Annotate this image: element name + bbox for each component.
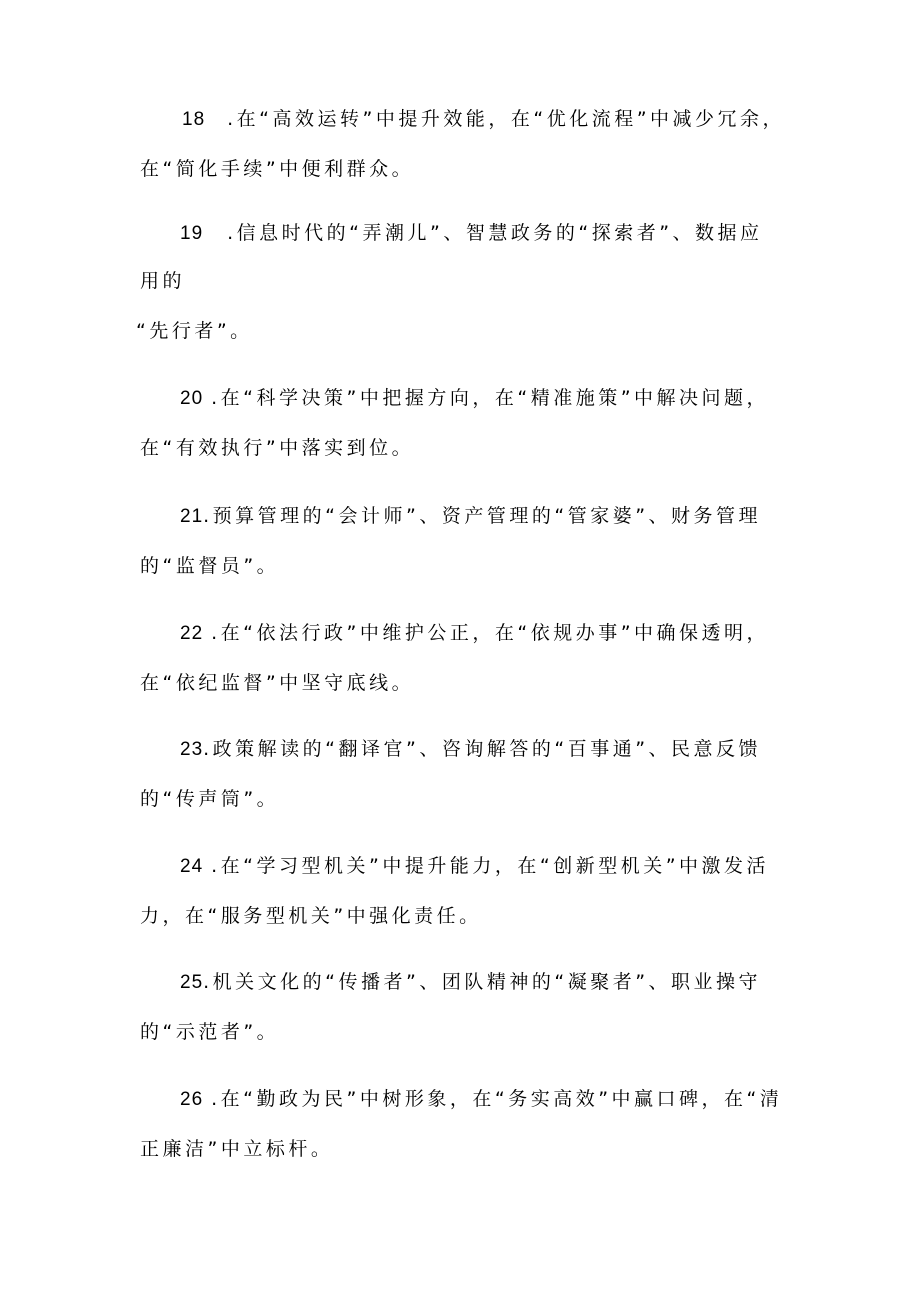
item-text: .在“依法行政”中维护公正，在“依规办事”中确保透明， bbox=[211, 622, 770, 644]
item-20-line-2 bbox=[140, 435, 790, 461]
item-number: 26 bbox=[180, 1089, 204, 1110]
item-21-line-1 bbox=[180, 503, 800, 530]
item-text: 在“简化手续”中便利群众。 bbox=[140, 158, 415, 180]
item-text: 在“有效执行”中落实到位。 bbox=[140, 437, 415, 459]
item-text: .在“科学决策”中把握方向，在“精准施策”中解决问题， bbox=[211, 387, 770, 409]
item-text: 正廉洁”中立标杆。 bbox=[140, 1138, 334, 1160]
item-25-line-2 bbox=[140, 1019, 790, 1045]
item-text: “先行者”。 bbox=[136, 320, 253, 342]
item-23-line-2 bbox=[140, 786, 790, 812]
item-number: 21 bbox=[180, 506, 204, 527]
item-23-line-1 bbox=[180, 736, 800, 763]
item-number: 18 bbox=[182, 109, 206, 130]
item-19-line-2 bbox=[140, 268, 790, 294]
item-text: 的“监督员”。 bbox=[140, 555, 280, 577]
item-20-line-1 bbox=[180, 385, 800, 412]
item-number: 24 bbox=[180, 856, 204, 877]
item-text: .在“高效运转”中提升效能，在“优化流程”中减少冗余， bbox=[227, 108, 786, 130]
item-24-line-1 bbox=[180, 853, 800, 880]
item-text: .政策解读的“翻译官”、咨询解答的“百事通”、民意反馈 bbox=[203, 738, 762, 760]
item-text: .机关文化的“传播者”、团队精神的“凝聚者”、职业操守 bbox=[203, 971, 762, 993]
item-18-line-1 bbox=[182, 106, 802, 133]
item-21-line-2 bbox=[140, 553, 790, 579]
item-22-line-2 bbox=[140, 670, 790, 696]
item-25-line-1 bbox=[180, 969, 800, 996]
item-text: 的“示范者”。 bbox=[140, 1021, 280, 1043]
item-text: .信息时代的“弄潮儿”、智慧政务的“探索者”、数据应 bbox=[227, 222, 763, 244]
item-text: .预算管理的“会计师”、资产管理的“管家婆”、财务管理 bbox=[203, 505, 762, 527]
item-18-line-2 bbox=[140, 156, 790, 182]
item-19-line-3 bbox=[136, 318, 786, 344]
item-number: 25 bbox=[180, 972, 204, 993]
item-22-line-1 bbox=[180, 620, 800, 647]
item-text: .在“学习型机关”中提升能力，在“创新型机关”中激发活 bbox=[211, 855, 770, 877]
item-text: .在“勤政为民”中树形象，在“务实高效”中赢口碑，在“清 bbox=[211, 1088, 783, 1110]
item-24-line-2 bbox=[140, 903, 790, 929]
item-26-line-2 bbox=[140, 1136, 790, 1162]
item-number: 23 bbox=[180, 739, 204, 760]
item-text: 用的 bbox=[140, 270, 186, 292]
item-text: 的“传声筒”。 bbox=[140, 788, 280, 810]
item-26-line-1 bbox=[180, 1086, 800, 1113]
item-text: 在“依纪监督”中坚守底线。 bbox=[140, 672, 415, 694]
item-text: 力，在“服务型机关”中强化责任。 bbox=[140, 905, 482, 927]
item-number: 20 bbox=[180, 388, 204, 409]
item-number: 19 bbox=[180, 223, 204, 244]
item-19-line-1 bbox=[180, 220, 800, 247]
item-number: 22 bbox=[180, 623, 204, 644]
